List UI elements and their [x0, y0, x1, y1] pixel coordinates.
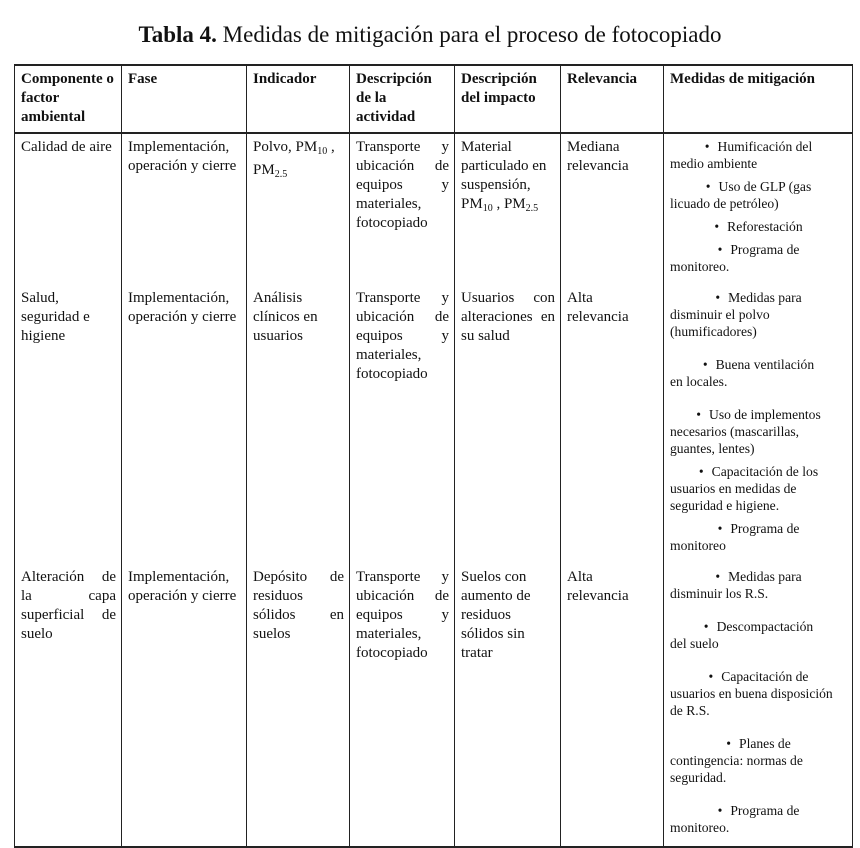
measure-first-line: • Uso de GLP (gas	[670, 178, 847, 195]
indicador-text-c: PM	[253, 162, 275, 178]
cell-actividad: Transporte y ubicación de equipos y materiales, fotocopiado	[350, 133, 455, 285]
measure-rest: monitoreo	[670, 538, 726, 553]
cell-impacto: Suelos con aumento de residuos sólidos sin tratar	[455, 564, 561, 847]
cell-componente: Calidad de aire	[15, 133, 122, 285]
cell-actividad: Transporte y ubicación de equipos y materiales, fotocopiado	[350, 564, 455, 847]
header-row	[15, 65, 853, 133]
measures-list	[670, 138, 847, 275]
measure-first-line: • Uso de implementos	[670, 406, 847, 423]
measure-item	[670, 289, 847, 340]
measure-item	[670, 735, 847, 786]
measure-item	[670, 463, 847, 514]
measure-rest: medio ambiente	[670, 156, 758, 171]
measure-item	[670, 618, 847, 652]
indicador-text-a: Polvo, PM	[253, 139, 318, 155]
cell-relevancia: Alta relevancia	[561, 285, 664, 564]
header-indicador: Indicador	[247, 65, 350, 133]
cell-componente: Salud, seguridad e higiene	[15, 285, 122, 564]
header-componente: Componente o factor ambiental	[15, 65, 122, 133]
table-row	[15, 564, 853, 847]
cell-fase: Implementación, operación y cierre	[122, 564, 247, 847]
measure-first-line: • Capacitación de los	[670, 463, 847, 480]
measure-rest: usuarios en buena disposición de R.S.	[670, 686, 833, 718]
cell-medidas	[664, 133, 853, 285]
measure-first-line: • Reforestación	[670, 218, 847, 235]
measures-list	[670, 289, 847, 554]
measure-rest: usuarios en medidas de seguridad e higiene.	[670, 481, 797, 513]
table-caption	[0, 20, 860, 50]
measure-rest: necesarios (mascarillas, guantes, lentes)	[670, 424, 800, 456]
measure-item	[670, 520, 847, 554]
impacto-sub-a: 10	[482, 203, 493, 214]
measure-item	[670, 178, 847, 212]
cell-fase: Implementación, operación y cierre	[122, 285, 247, 564]
measure-rest: contingencia: normas de seguridad.	[670, 753, 803, 785]
measures-list	[670, 568, 847, 836]
table-row	[15, 285, 853, 564]
measure-first-line: • Programa de	[670, 241, 847, 258]
measure-item	[670, 218, 847, 235]
impacto-text-a: Material particulado en suspensión, PM	[461, 139, 547, 212]
cell-actividad: Transporte y ubicación de equipos y materiales, fotocopiado	[350, 285, 455, 564]
caption-title: Medidas de mitigación para el proceso de fotocopiado	[222, 22, 722, 47]
header-impacto: Descripción del impacto	[455, 65, 561, 133]
measure-first-line: • Medidas para	[670, 289, 847, 306]
header-medidas: Medidas de mitigación	[664, 65, 853, 133]
header-fase: Fase	[122, 65, 247, 133]
cell-indicador: Análisis clínicos en usuarios	[247, 285, 350, 564]
measure-rest: monitoreo.	[670, 820, 730, 835]
measure-item	[670, 406, 847, 457]
cell-fase: Implementación, operación y cierre	[122, 133, 247, 285]
indicador-sub-c: 2.5	[274, 169, 288, 180]
measure-first-line: • Buena ventilación	[670, 356, 847, 373]
cell-medidas	[664, 564, 853, 847]
indicador-text-b: ,	[327, 139, 335, 155]
header-relevancia: Relevancia	[561, 65, 664, 133]
measure-first-line: • Planes de	[670, 735, 847, 752]
caption-label: Tabla 4.	[138, 22, 217, 47]
cell-medidas	[664, 285, 853, 564]
measure-item	[670, 802, 847, 836]
measure-first-line: • Humificación del	[670, 138, 847, 155]
header-actividad: Descripción de la actividad	[350, 65, 455, 133]
measure-item	[670, 568, 847, 602]
measure-item	[670, 356, 847, 390]
cell-impacto	[455, 133, 561, 285]
measure-first-line: • Programa de	[670, 520, 847, 537]
measure-first-line: • Capacitación de	[670, 668, 847, 685]
measure-item	[670, 668, 847, 719]
cell-indicador	[247, 133, 350, 285]
measure-rest: del suelo	[670, 636, 719, 651]
measure-item	[670, 138, 847, 172]
cell-componente: Alteración de la capa superficial de suelo	[15, 564, 122, 847]
measure-first-line: • Medidas para	[670, 568, 847, 585]
impacto-sub-b: 2.5	[525, 203, 539, 214]
measure-rest: en locales.	[670, 374, 728, 389]
measure-first-line: • Programa de	[670, 802, 847, 819]
cell-relevancia: Mediana relevancia	[561, 133, 664, 285]
measure-rest: monitoreo.	[670, 259, 730, 274]
table-row	[15, 133, 853, 285]
cell-indicador: Depósito de residuos sólidos en suelos	[247, 564, 350, 847]
cell-impacto: Usuarios con alteraciones en su salud	[455, 285, 561, 564]
indicador-sub-a: 10	[317, 146, 328, 157]
measure-rest: disminuir el polvo (humificadores)	[670, 307, 770, 339]
measure-item	[670, 241, 847, 275]
cell-relevancia: Alta relevancia	[561, 564, 664, 847]
impacto-text-b: , PM	[492, 196, 526, 212]
measure-rest: licuado de petróleo)	[670, 196, 779, 211]
measure-first-line: • Descompactación	[670, 618, 847, 635]
measure-rest: disminuir los R.S.	[670, 586, 769, 601]
mitigation-table	[14, 64, 853, 848]
